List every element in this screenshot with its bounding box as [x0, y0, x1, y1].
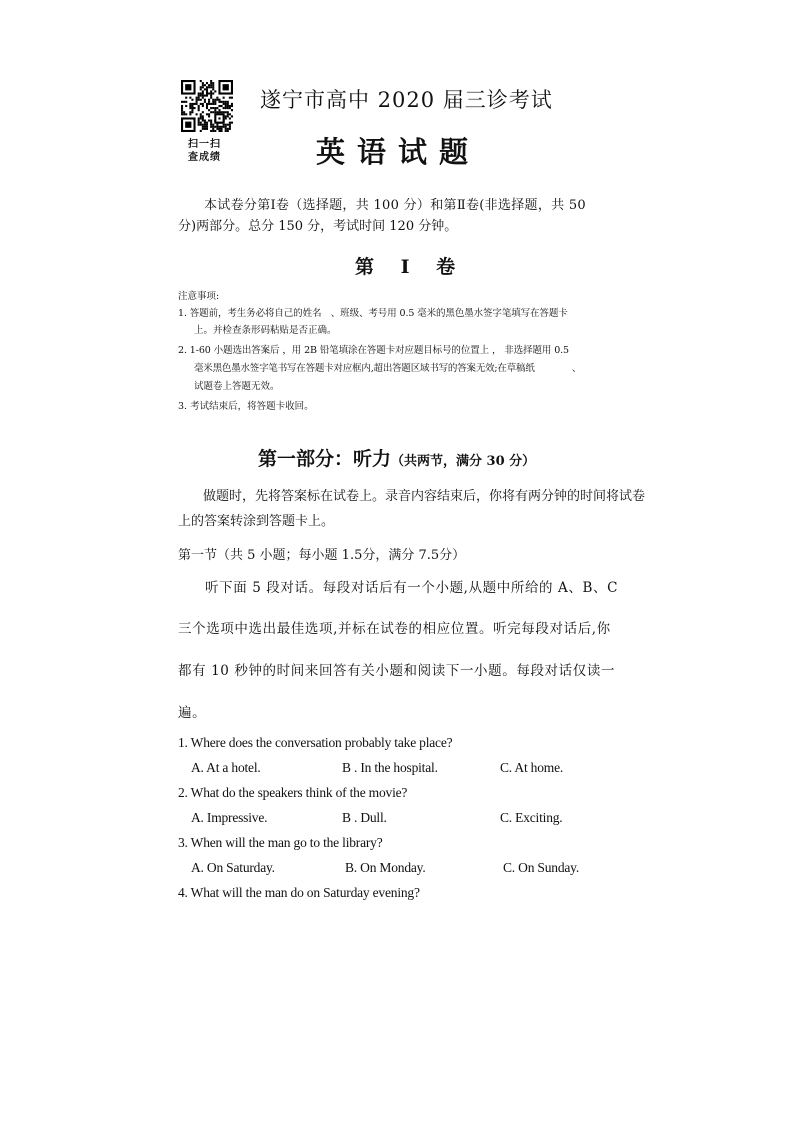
intro-line-2: 分)两部分。总分 150 分，考试时间 120 分钟。	[178, 219, 458, 234]
question-1-option-b: B . In the hospital.	[342, 760, 438, 775]
section-1-instruction-line-1: 听下面 5 段对话。每段对话后有一个小题,从题中所给的 A、B、C	[205, 580, 619, 596]
question-3-option-a: A. On Saturday.	[191, 860, 275, 875]
question-1-option-a: A. At a hotel.	[191, 760, 261, 775]
section-1-instruction-line-3: 都有 10 秒钟的时间来回答有关小题和阅读下一小题。每段对话仅读一	[178, 663, 616, 679]
notes-heading: 注意事项:	[178, 291, 220, 302]
section-1-title: 第一节（共 5 小题；每小题 1.5分，满分 7.5分）	[178, 548, 466, 563]
note-item-2-line-2: 毫米黑色墨水签字笔书写在答题卡对应框内,超出答题区域书写的答案无效;在草稿纸 、	[194, 363, 582, 374]
note-item-1-line-2: 上。并检查条形码粘贴是否正确。	[194, 325, 337, 336]
exam-title: 遂宁市高中 2020 届三诊考试	[260, 88, 553, 112]
part-1-title	[258, 444, 535, 471]
question-4-stem: 4. What will the man do on Saturday evening?	[178, 885, 420, 900]
note-item-2-line-3: 试题卷上答题无效。	[194, 381, 280, 392]
qr-caption-scan: 扫一扫	[188, 139, 221, 150]
volume-title: 第 Ⅰ 卷	[355, 256, 466, 278]
question-3-stem: 3. When will the man go to the library?	[178, 835, 383, 850]
part-1-instruction-line-2: 上的答案转涂到答题卡上。	[178, 514, 335, 529]
subject-title: 英语试题	[316, 135, 481, 169]
question-3-option-c: C. On Sunday.	[503, 860, 580, 875]
question-3-option-b: B. On Monday.	[345, 860, 426, 875]
note-item-3: 3. 考试结束后，将答题卡收回。	[178, 401, 314, 412]
question-2-option-a: A. Impressive.	[191, 810, 268, 825]
question-1-option-c: C. At home.	[500, 760, 564, 775]
question-2-stem: 2. What do the speakers think of the movie?	[178, 785, 408, 800]
question-2-option-b: B . Dull.	[342, 810, 387, 825]
note-item-2-line-1: 2. 1-60 小题选出答案后 ，用 2B 铅笔填涂在答题卡对应题目标号的位置上 ， 非选择题用 0.5	[178, 345, 569, 356]
part-1-instruction-line-1: 做题时，先将答案标在试卷上。录音内容结束后，你将有两分钟的时间将试卷	[203, 489, 646, 504]
qr-caption-check-score: 查成绩	[188, 152, 221, 163]
section-1-instruction-line-4: 遍。	[178, 705, 207, 721]
section-1-instruction-line-2: 三个选项中选出最佳选项,并标在试卷的相应位置。听完每段对话后,你	[178, 621, 611, 637]
intro-line-1: 本试卷分第Ⅰ卷（选择题，共 100 分）和第Ⅱ卷(非选择题，共 50	[204, 198, 586, 213]
note-item-1-line-1: 1. 答题前，考生务必将自己的姓名 、班级、考号用 0.5 毫米的黑色墨水签字笔填写在答题卡	[178, 308, 568, 319]
qr-code-image	[181, 80, 233, 132]
question-1-stem: 1. Where does the conversation probably take place?	[178, 735, 453, 750]
part-1-title-note: （共两节，满分 30 分）	[391, 454, 536, 469]
part-1-title-main: 第一部分：听力	[258, 448, 392, 470]
question-2-option-c: C. Exciting.	[500, 810, 563, 825]
